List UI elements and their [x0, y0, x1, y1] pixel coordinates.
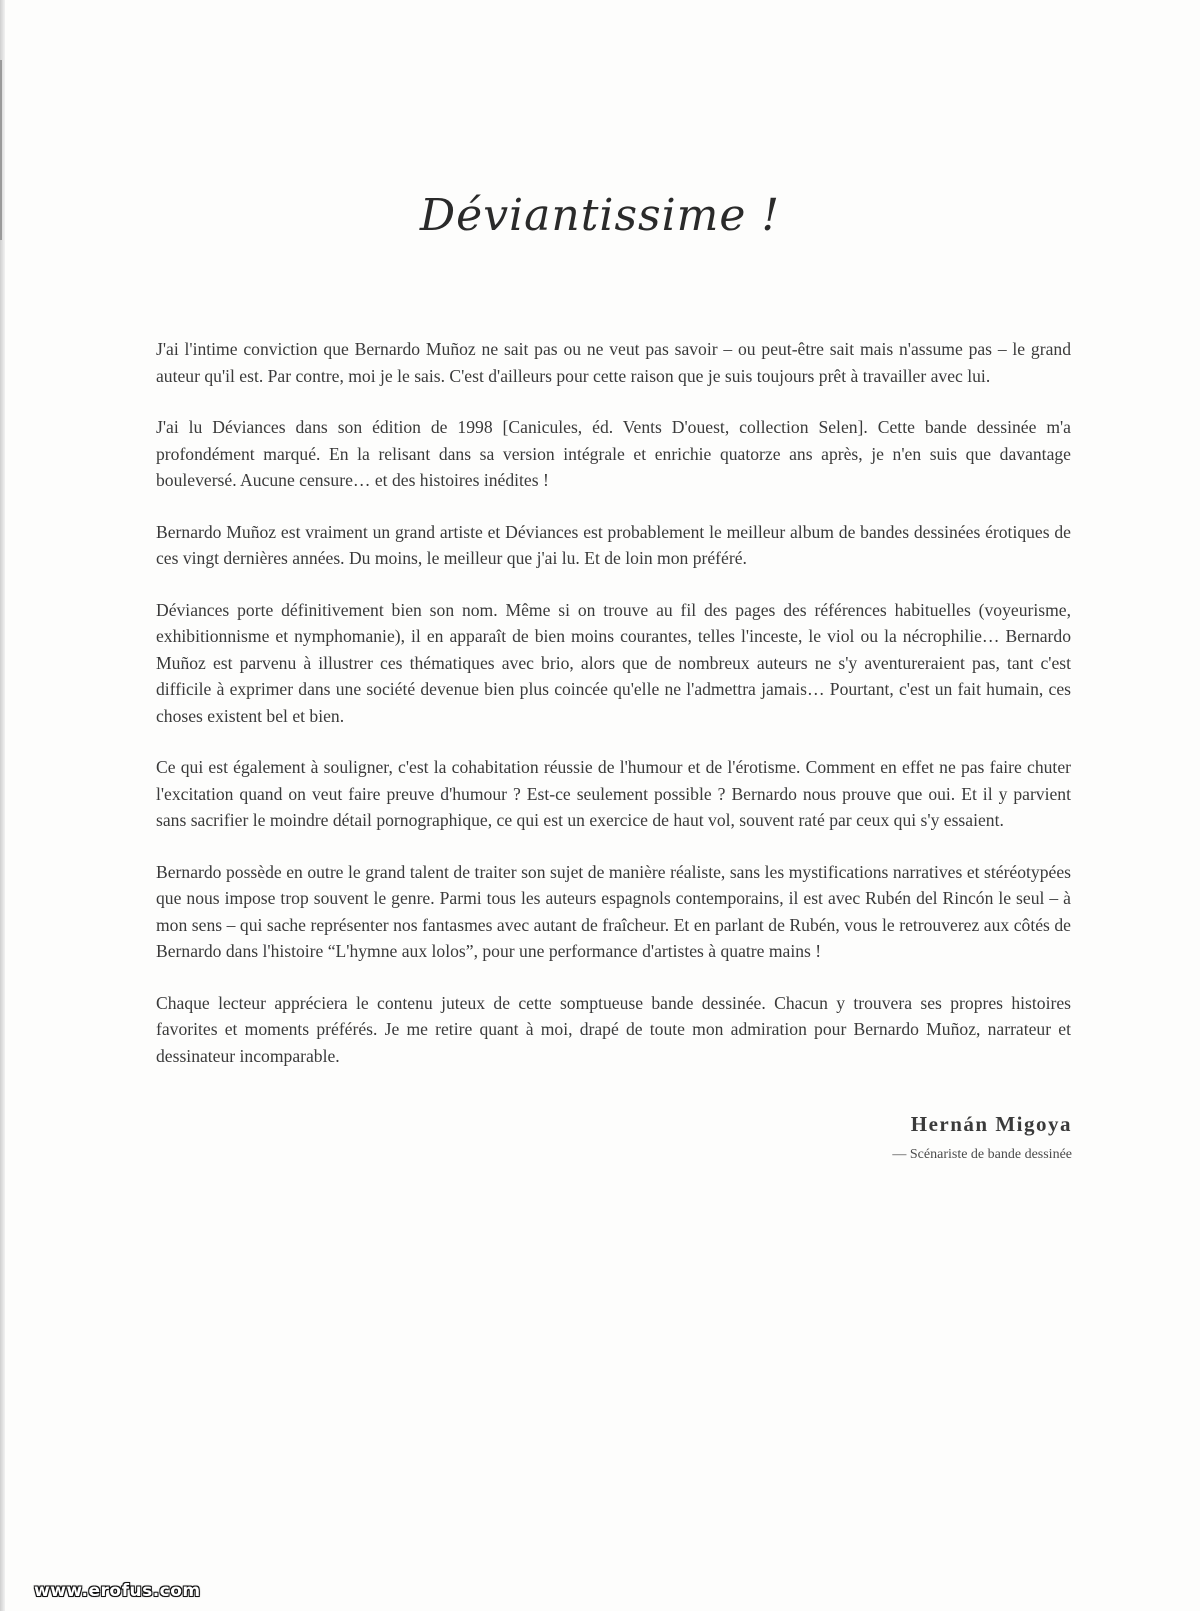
paragraph-5: Ce qui est également à souligner, c'est la cohabitation réussie de l'humour et de l'érotisme. Comment en effet ne pas faire chuter l'excitation quand on veut faire preuve d'humour ? Est-ce seulement possible ? Bernardo nous prouve que oui. Et il y parvient sans sacrifier le moindre détail pornographique, ce qui est un exercice de haut vol, souvent raté par ceux qui s'y essaient. [156, 757, 1071, 830]
page-title: Déviantissime ! [419, 190, 781, 241]
paragraph-3: Bernardo Muñoz est vraiment un grand artiste et Déviances est probablement le meilleur album de bandes dessinées érotiques de ces vingt dernières années. Du moins, le meilleur que j'ai lu. Et de loin mon préféré. [156, 521, 1071, 568]
paragraph-6: Bernardo possède en outre le grand talent de traiter son sujet de manière réaliste, sans les mystifications narratives et stéréotypées que nous impose trop souvent le genre. Parmi tous les auteurs espagnols contemporains, il est avec Rubén del Rincón le seul – à mon sens – qui sache représenter nos fantasmes avec autant de fraîcheur. Et en parlant de Rubén, vous le retrouverez aux côtés de Bernardo dans l'histoire “L'hymne aux lolos”, pour une performance d'artistes à quatre mains ! [156, 861, 1071, 961]
signature-block [892, 1112, 1072, 1163]
body-text [156, 336, 1071, 1094]
paragraph-1: J'ai l'intime conviction que Bernardo Muñoz ne sait pas ou ne veut pas savoir – ou peut-être sait mais n'assume pas – le grand auteur qu'il est. Par contre, moi je le sais. C'est d'ailleurs pour cette raison que je suis toujours prêt à travailler avec lui. [156, 339, 1071, 386]
watermark: www.erofus.com [34, 1581, 201, 1601]
author-role: — Scénariste de bande dessinée [892, 1147, 1072, 1162]
paragraph-2: J'ai lu Déviances dans son édition de 1998 [Canicules, éd. Vents D'ouest, collection Selen]. Cette bande dessinée m'a profondément marqué. En la relisant dans sa version intégrale et enrichie quatorze ans après, je n'en suis que davantage bouleversé. Aucune censure… et des histoires inédites ! [156, 417, 1071, 490]
author-name: Hernán Migoya [910, 1112, 1072, 1136]
paragraph-7: Chaque lecteur appréciera le contenu juteux de cette somptueuse bande dessinée. Chacun y trouvera ses propres histoires favorites et moments préférés. Je me retire quant à moi, drapé de toute mon admiration pour Bernardo Muñoz, narrateur et dessinateur incomparable. [156, 992, 1071, 1066]
paragraph-4: Déviances porte définitivement bien son nom. Même si on trouve au fil des pages des références habituelles (voyeurisme, exhibitionnisme et nymphomanie), il en apparaît de bien moins courantes, telles l'inceste, le viol ou la nécrophilie… Bernardo Muñoz est parvenu à illustrer ces thématiques avec brio, alors que de nombreux auteurs ne s'y aventureraient pas, tant c'est difficile à exprimer dans une société devenue bien plus coincée qu'elle ne l'admettra jamais… Pourtant, c'est un fait humain, ces choses existent bel et bien. [156, 599, 1071, 726]
page-edge [0, 0, 5, 1611]
